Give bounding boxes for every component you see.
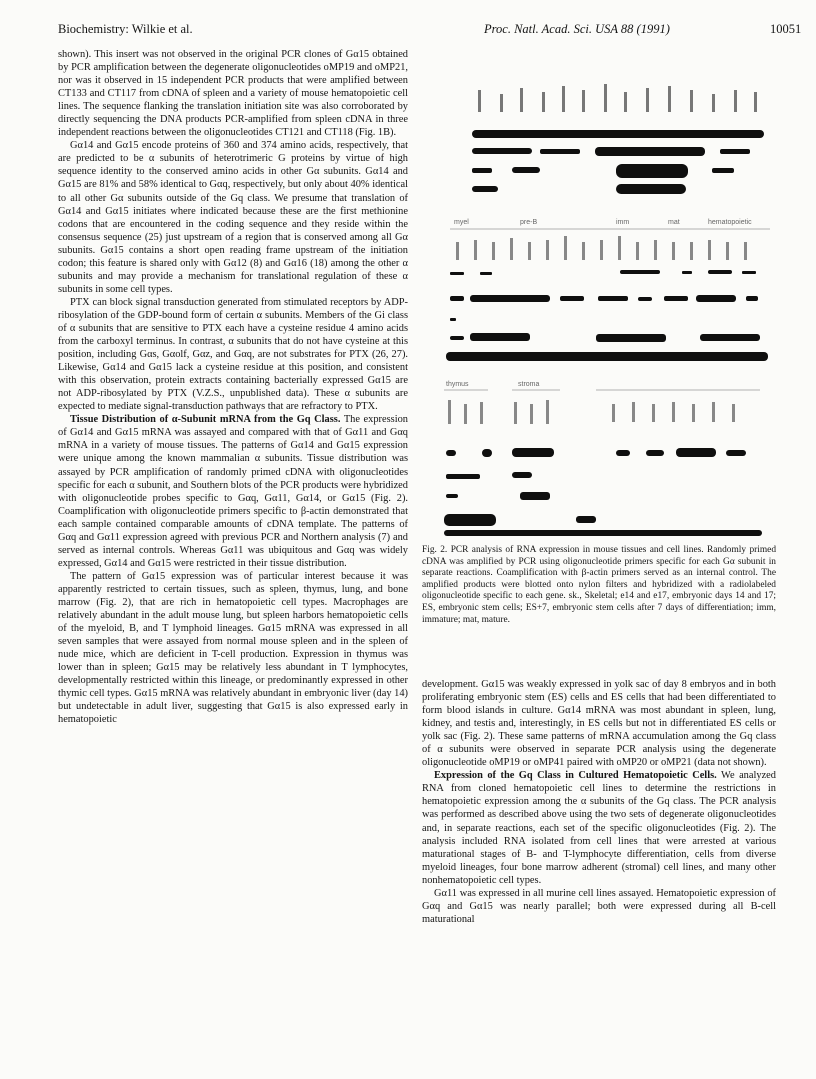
panel-b-label-mat: mat bbox=[668, 219, 680, 226]
running-header-journal: Proc. Natl. Acad. Sci. USA 88 (1991) bbox=[484, 22, 670, 36]
paragraph-text: The expression of Gα14 and Gα15 mRNA was assayed and compared with that of Gα11 and Gαq mRNA in a variety of mouse tissues. The patterns of Gα14 and Gα15 expression were unique among the known mammalian α subunits. Tissue distribution was assayed by PCR amplification of randomly primed cDNA with oligonucleotides specific for each α subunit, and Southern blots of the PCR products were hybridized with oligonucleotide probes specific to Gαq, Gα11, Gα14, or Gα15 (Fig. 2). Coamplification with oligonucleotide primers specific to β-actin demonstrated that each sample contained comparable amounts of cDNA template. The patterns of Gαq and Gα11 expression agreed with previous PCR and Northern analysis (7) and served as internal controls. Whereas Gα11 was ubiquitous and Gαq was widely expressed, Gα14 and Gα15 were restricted in their tissue distribution. bbox=[58, 414, 408, 569]
paragraph-text: We analyzed RNA from cloned hematopoietic cell lines to determine the restrictions in hematopoietic expression among the α subunits of the Gq class. The PCR analysis was performed as described above using the two sets of degenerate oligonucleotides and, in separate reactions, each set of the specific oligonucleotides (Fig. 2). The analysis included RNA isolated from cell lines that were arrested at various maturational stages of B- and T-lymphocyte differentiation, cells from diverse myeloid lineages, four bone marrow adherent (stromal) cell lines, and many other nonhematopoietic cell types. bbox=[422, 770, 776, 886]
page-number: 10051 bbox=[770, 22, 802, 36]
section-heading: Tissue Distribution of α-Subunit mRNA from the Gq Class. bbox=[70, 414, 341, 426]
panel-b-label-preb: pre-B bbox=[520, 219, 538, 226]
panel-b-label-imm: imm bbox=[616, 219, 630, 226]
paragraph bbox=[58, 413, 408, 570]
caption-text: PCR analysis of RNA expression in mouse tissues and cell lines. Randomly primed cDNA was amplified by PCR using oligonucleotide primers specific for each Gα subunit in separate reactions. Coamplification with β-actin primers served as an internal control. The amplified products were blotted onto nylon filters and hybridized with a radiolabeled oligonucleotide specific to each gene. sk., Skeletal; e14 and e17, embryonic days 14 and 17; ES, embryonic stem cells; ES+7, embryonic stem cells after 7 days of differentiation; imm, immature; mat, mature. bbox=[422, 545, 777, 625]
paragraph bbox=[422, 769, 776, 886]
right-column bbox=[422, 678, 776, 926]
paragraph: The pattern of Gα15 expression was of particular interest because it was apparently restricted to certain tissues, such as spleen, thymus, lung, and bone marrow (Fig. 2), that are rich in hematopoietic cell types. Macrophages are relatively abundant in the adult mouse lung, but spleen harbors hematopoietic cells of the myeloid, B, and T lymphoid lineages. Gα15 mRNA was expressed in all seven samples that were assayed from normal mouse spleen and in the spleen of nude mice, which are deficient in T-cell production. Expression in thymus was lower than in spleen; Gα15 may be relatively less abundant in T lymphocytes, developmentally restricted within this lineage, or predominantly expressed in other thymic cell types. Gα15 mRNA was relatively abundant in embryonic liver (day 14) but undetectable in adult liver, suggesting that Gα15 is also expressed early in hematopoietic bbox=[58, 570, 408, 726]
panel-b-label-hematopoietic: hematopoietic bbox=[708, 219, 752, 226]
figure-caption bbox=[422, 545, 776, 626]
section-heading: Expression of the Gq Class in Cultured Hematopoietic Cells. bbox=[434, 770, 717, 782]
figure-label: Fig. 2. bbox=[422, 545, 448, 555]
paragraph: Gα14 and Gα15 encode proteins of 360 and 374 amino acids, respectively, that are predicted to be α subunits of heterotrimeric G proteins by virtue of high sequence identity to the conserved amino acids in other Gα subunits. Gα14 and Gα15 are 81% and 58% identical to Gαq, respectively, but only about 40% identical to all other Gα subunits outside of the Gq class. We presume that translation of Gα14 and Gα15 initiates where indicated because these are the first methionine codons that are encountered in the coding sequence and they reside within the consensus sequence (25) just upstream of a region that is conserved among all Gα subunits. Gα15 contains a short open reading frame upstream of the initiation codon; this feature is shared only with Gα12 (8) and Gα16 (18) among the other α subunits and may provide a mechanism for translational regulation of these α subunits in some cell types. bbox=[58, 140, 408, 295]
panel-b-label-myel: myel bbox=[454, 219, 469, 226]
paragraph: Gα11 was expressed in all murine cell lines assayed. Hematopoietic expression of Gαq and Gα15 was nearly parallel; both were expressed during all B-cell maturational bbox=[422, 887, 776, 925]
paragraph: shown). This insert was not observed in the original PCR clones of Gα15 obtained by PCR amplification between the degenerate oligonucleotides oMP19 and oMP21, nor was it observed in 15 independent PCR products that were amplified between CT133 and CT117 from cDNA of spleen and a variety of mouse hematopoietic cell lines. The sequence flanking the translation initiation site was also corroborated by directly sequencing the DNA products PCR-amplified from spleen cDNA in three independent reactions between the oligonucleotides CT121 and CT118 (Fig. 1B). bbox=[58, 49, 408, 139]
panel-c-label-thymus: thymus bbox=[446, 381, 469, 388]
left-column bbox=[58, 48, 408, 726]
panel-c-label-stroma: stroma bbox=[518, 381, 540, 388]
paragraph: development. Gα15 was weakly expressed in yolk sac of day 8 embryos and in both proliferating embryonic stem (ES) cells and ES cells that had been differentiated to form blood islands in culture. Gα14 mRNA was most abundant in spleen, lung, kidney, and testis and, interestingly, in ES cells but not in differentiated ES cells or yolk sac (Fig. 2). These same patterns of mRNA accumulation among the Gq class of α subunits were observed in separate PCR analysis using the degenerate oligonucleotide oMP19 or oMP41 paired with oMP20 or oMP21 (data not shown). bbox=[422, 679, 776, 769]
paragraph: PTX can block signal transduction generated from stimulated receptors by ADP-ribosylation of the GDP-bound form of certain α subunits. Members of the Gi class of α subunits that are sensitive to PTX each have a cysteine residue 4 amino acids from the carboxyl terminus. In contrast, α subunits that do not have cysteine at this position, including Gαs, Gαolf, Gαz, and Gαq, are not substrates for PTX (26, 27). Likewise, Gα14 and Gα15 lack a cysteine residue at this position, and consistent with this observation, protein extracts containing bacterially expressed Gα15 are not ADP-ribosylated by PTX (V.Z.S., unpublished data). These α subunits are expected to mediate signal-transduction pathways that are refractory to PTX. bbox=[58, 296, 408, 413]
running-header-left: Biochemistry: Wilkie et al. bbox=[58, 22, 193, 36]
gel-blot-figure bbox=[420, 46, 778, 538]
